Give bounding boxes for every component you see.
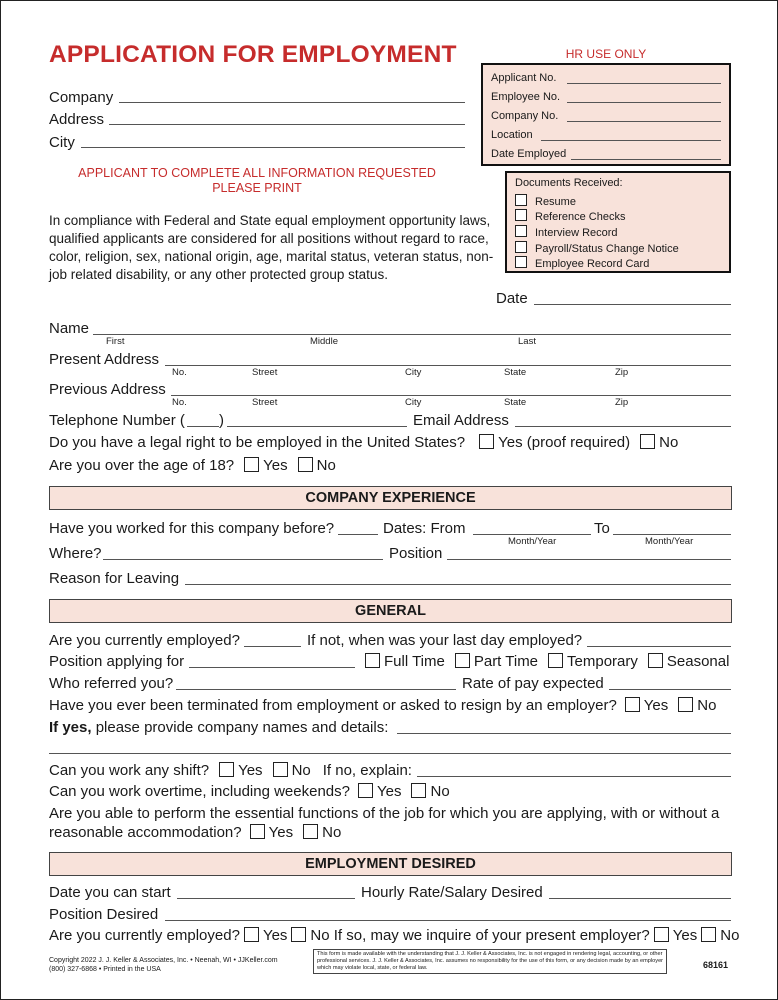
doc-reference-checks[interactable]: Reference Checks (515, 209, 626, 223)
hr-location-label: Location (491, 129, 533, 141)
from-month-year-caption: Month/Year (508, 536, 557, 547)
if-yes-row (49, 719, 388, 737)
address-label: Address (49, 111, 105, 128)
present-zip-caption: Zip (615, 367, 629, 378)
terminated-no-label: No (697, 697, 717, 714)
form-number: 68161 (703, 960, 729, 970)
doc-interview-record[interactable]: Interview Record (515, 225, 618, 239)
name-middle-caption: Middle (310, 336, 338, 347)
date-start-label: Date you can start (49, 884, 171, 901)
present-city-caption: City (405, 367, 422, 378)
doc-resume-checkbox[interactable] (515, 194, 527, 206)
present-street-caption: Street (252, 367, 278, 378)
legal-right-yes-checkbox[interactable] (479, 434, 494, 449)
hr-applicant-no-label: Applicant No. (491, 72, 557, 84)
over-18-no-label: No (316, 457, 336, 474)
present-address-label: Present Address (49, 351, 160, 368)
seasonal-label: Seasonal (666, 653, 730, 670)
instruction-line-1: APPLICANT TO COMPLETE ALL INFORMATION REQUESTED (78, 166, 436, 180)
disclaimer-box (313, 949, 667, 974)
position-desired-field[interactable] (165, 920, 731, 921)
overtime-yes-label: Yes (377, 783, 402, 800)
email-label: Email Address (413, 412, 509, 429)
dates-from-label: Dates: From (383, 520, 466, 537)
essential-no-checkbox[interactable] (303, 824, 318, 839)
temporary-checkbox[interactable] (548, 653, 563, 668)
any-shift-no-checkbox[interactable] (273, 762, 288, 777)
essential-yes-checkbox[interactable] (250, 824, 265, 839)
desired-employed-no-checkbox[interactable] (291, 927, 306, 942)
present-address-field[interactable] (165, 365, 731, 366)
disclaimer-line-2: professional services. J. J. Keller & Associates, Inc. assumes no responsibility for the use of this form, or any decision made by an employer (317, 958, 664, 964)
over-18-yes-checkbox[interactable] (244, 457, 259, 472)
legal-right-yes-label: Yes (proof required) (498, 434, 631, 451)
worked-before-label: Have you worked for this company before? (49, 520, 335, 537)
currently-employed-field[interactable] (244, 646, 301, 647)
telephone-label: Telephone Number ( (49, 412, 185, 429)
previous-address-field[interactable] (171, 395, 731, 396)
copyright (49, 957, 278, 974)
present-no-caption: No. (172, 367, 187, 378)
rate-label: Rate of pay expected (462, 675, 604, 692)
desired-employed-row (49, 927, 739, 945)
essential-no-label: No (322, 824, 342, 841)
name-first-caption: First (106, 336, 125, 347)
hourly-rate-label: Hourly Rate/Salary Desired (361, 884, 543, 901)
hr-location-field[interactable] (541, 140, 721, 141)
worked-before-field[interactable] (338, 534, 378, 535)
reason-leaving-label: Reason for Leaving (49, 570, 180, 587)
previous-zip-caption: Zip (615, 397, 629, 408)
essential-functions-line-1: Are you able to perform the essential functions of the job for which you are applying, with or without a (49, 805, 720, 822)
legal-right-no-checkbox[interactable] (640, 434, 655, 449)
previous-street-caption: Street (252, 397, 278, 408)
currently-employed-label: Are you currently employed? (49, 632, 240, 649)
any-shift-yes-label: Yes (238, 762, 263, 779)
documents-box (505, 171, 731, 273)
terminated-yes-checkbox[interactable] (625, 697, 640, 712)
instructions (49, 166, 465, 196)
hr-date-employed-field[interactable] (571, 159, 721, 160)
where-label: Where? (49, 545, 102, 562)
name-label: Name (49, 320, 90, 337)
hr-box (481, 63, 731, 166)
position-desired-label: Position Desired (49, 906, 159, 923)
date-field[interactable] (534, 304, 731, 305)
doc-resume[interactable]: Resume (515, 194, 576, 208)
overtime-no-label: No (430, 783, 450, 800)
inquire-no-checkbox[interactable] (701, 927, 716, 942)
over-18-no-checkbox[interactable] (298, 457, 313, 472)
terminated-question: Have you ever been terminated from employment or asked to resign by an employer? (49, 697, 617, 714)
name-field[interactable] (93, 334, 731, 335)
position-applying-label: Position applying for (49, 653, 185, 670)
date-label: Date (496, 290, 528, 307)
if-yes-bold: If yes, (49, 719, 92, 736)
terminated-yes-label: Yes (643, 697, 669, 714)
compliance-paragraph: In compliance with Federal and State equal employment opportunity laws, qualified applicants are considered for all positions without regard to race, color, religion, sex, national origin, age, marital status, veteran status, non-job related disability, or any other protected group status. (49, 213, 494, 282)
overtime-question: Can you work overtime, including weekends? (49, 783, 350, 800)
overtime-yes-checkbox[interactable] (358, 783, 373, 798)
any-shift-yes-checkbox[interactable] (219, 762, 234, 777)
hr-company-no-label: Company No. (491, 110, 559, 122)
email-field[interactable] (515, 426, 731, 427)
employment-desired-heading: EMPLOYMENT DESIRED (49, 852, 732, 876)
hr-employee-no-field[interactable] (567, 102, 721, 103)
disclaimer-line-3: which may violate local, state, or federal law. (317, 965, 428, 971)
previous-no-caption: No. (172, 397, 187, 408)
overtime-row (49, 783, 450, 801)
inquire-question: No If so, may we inquire of your present employer? (310, 927, 650, 944)
referred-label: Who referred you? (49, 675, 174, 692)
essential-functions-line-2: reasonable accommodation? (49, 824, 242, 841)
company-label: Company (49, 89, 114, 106)
doc-employee-record-card-checkbox[interactable] (515, 256, 527, 268)
if-no-explain-label: If no, explain: (322, 762, 412, 779)
terminated-row (49, 697, 716, 715)
full-time-checkbox[interactable] (365, 653, 380, 668)
temporary-label: Temporary (567, 653, 638, 670)
desired-employed-question: Are you currently employed? (49, 927, 240, 944)
if-yes-text: please provide company names and details: (91, 719, 389, 736)
any-shift-no-label: No (291, 762, 311, 779)
where-field[interactable] (103, 559, 383, 560)
legal-right-row (49, 434, 678, 452)
disclaimer-line-1: This form is made available with the understanding that J. J. Keller & Associates, Inc. is not engaged in rendering legal, accounting, or other (317, 951, 663, 957)
last-day-field[interactable] (587, 646, 731, 647)
city-field[interactable] (81, 147, 465, 148)
doc-payroll-notice-checkbox[interactable] (515, 241, 527, 253)
date-start-field[interactable] (177, 898, 355, 899)
name-last-caption: Last (518, 336, 536, 347)
dates-to-field[interactable] (613, 534, 731, 535)
part-time-checkbox[interactable] (455, 653, 470, 668)
position-label: Position (389, 545, 443, 562)
telephone-close-paren: ) (219, 412, 224, 429)
inquire-no-label: No (720, 927, 740, 944)
referred-field[interactable] (176, 689, 456, 690)
over-18-question: Are you over the age of 18? (49, 457, 235, 474)
previous-address-label: Previous Address (49, 381, 166, 398)
doc-payroll-notice[interactable]: Payroll/Status Change Notice (515, 241, 679, 255)
seasonal-checkbox[interactable] (648, 653, 663, 668)
reason-leaving-field[interactable] (185, 584, 731, 585)
part-time-label: Part Time (473, 653, 539, 670)
city-label: City (49, 134, 75, 151)
company-field[interactable] (119, 102, 465, 103)
dates-from-field[interactable] (473, 534, 591, 535)
present-state-caption: State (504, 367, 527, 378)
employment-type-row (359, 653, 729, 671)
any-shift-question: Can you work any shift? (49, 762, 210, 779)
legal-right-no-label: No (659, 434, 679, 451)
hr-applicant-no-field[interactable] (567, 83, 721, 84)
overtime-no-checkbox[interactable] (411, 783, 426, 798)
hr-employee-no-label: Employee No. (491, 91, 561, 103)
if-yes-details-field[interactable] (397, 733, 731, 734)
rate-field[interactable] (609, 689, 731, 690)
if-yes-details-field-2[interactable] (49, 753, 731, 754)
telephone-field[interactable] (227, 426, 407, 427)
copyright-line-2: (800) 327-6868 • Printed in the USA (49, 965, 161, 973)
any-shift-row (49, 762, 412, 780)
essential-functions-row (49, 824, 341, 842)
area-code-field[interactable] (187, 426, 219, 427)
doc-interview-record-checkbox[interactable] (515, 225, 527, 237)
previous-city-caption: City (405, 397, 422, 408)
doc-reference-checks-checkbox[interactable] (515, 209, 527, 221)
documents-heading: Documents Received: (515, 177, 623, 189)
instruction-line-2: PLEASE PRINT (212, 181, 302, 195)
desired-employed-yes-checkbox[interactable] (244, 927, 259, 942)
if-no-explain-field[interactable] (417, 776, 731, 777)
hr-use-only-label: HR USE ONLY (565, 47, 647, 61)
essential-yes-label: Yes (268, 824, 294, 841)
full-time-label: Full Time (384, 653, 445, 670)
legal-right-question: Do you have a legal right to be employed in the United States? (49, 434, 466, 451)
position-applying-field[interactable] (189, 667, 355, 668)
over-18-yes-label: Yes (263, 457, 288, 474)
general-heading: GENERAL (49, 599, 732, 623)
hr-company-no-field[interactable] (567, 121, 721, 122)
desired-employed-yes-label: Yes (262, 927, 288, 944)
hourly-rate-field[interactable] (549, 898, 731, 899)
terminated-no-checkbox[interactable] (678, 697, 693, 712)
dates-to-label: To (594, 520, 610, 537)
doc-employee-record-card[interactable]: Employee Record Card (515, 256, 649, 270)
inquire-yes-checkbox[interactable] (654, 927, 669, 942)
over-18-row (49, 457, 336, 475)
inquire-yes-label: Yes (672, 927, 698, 944)
copyright-line-1: Copyright 2022 J. J. Keller & Associates, Inc. • Neenah, WI • JJKeller.com (49, 957, 278, 964)
company-experience-heading: COMPANY EXPERIENCE (49, 486, 732, 510)
hr-date-employed-label: Date Employed (491, 148, 567, 160)
address-field[interactable] (109, 124, 465, 125)
form-title: APPLICATION FOR EMPLOYMENT (49, 41, 457, 68)
previous-state-caption: State (504, 397, 527, 408)
position-field[interactable] (447, 559, 731, 560)
last-day-label: If not, when was your last day employed? (307, 632, 583, 649)
to-month-year-caption: Month/Year (645, 536, 694, 547)
